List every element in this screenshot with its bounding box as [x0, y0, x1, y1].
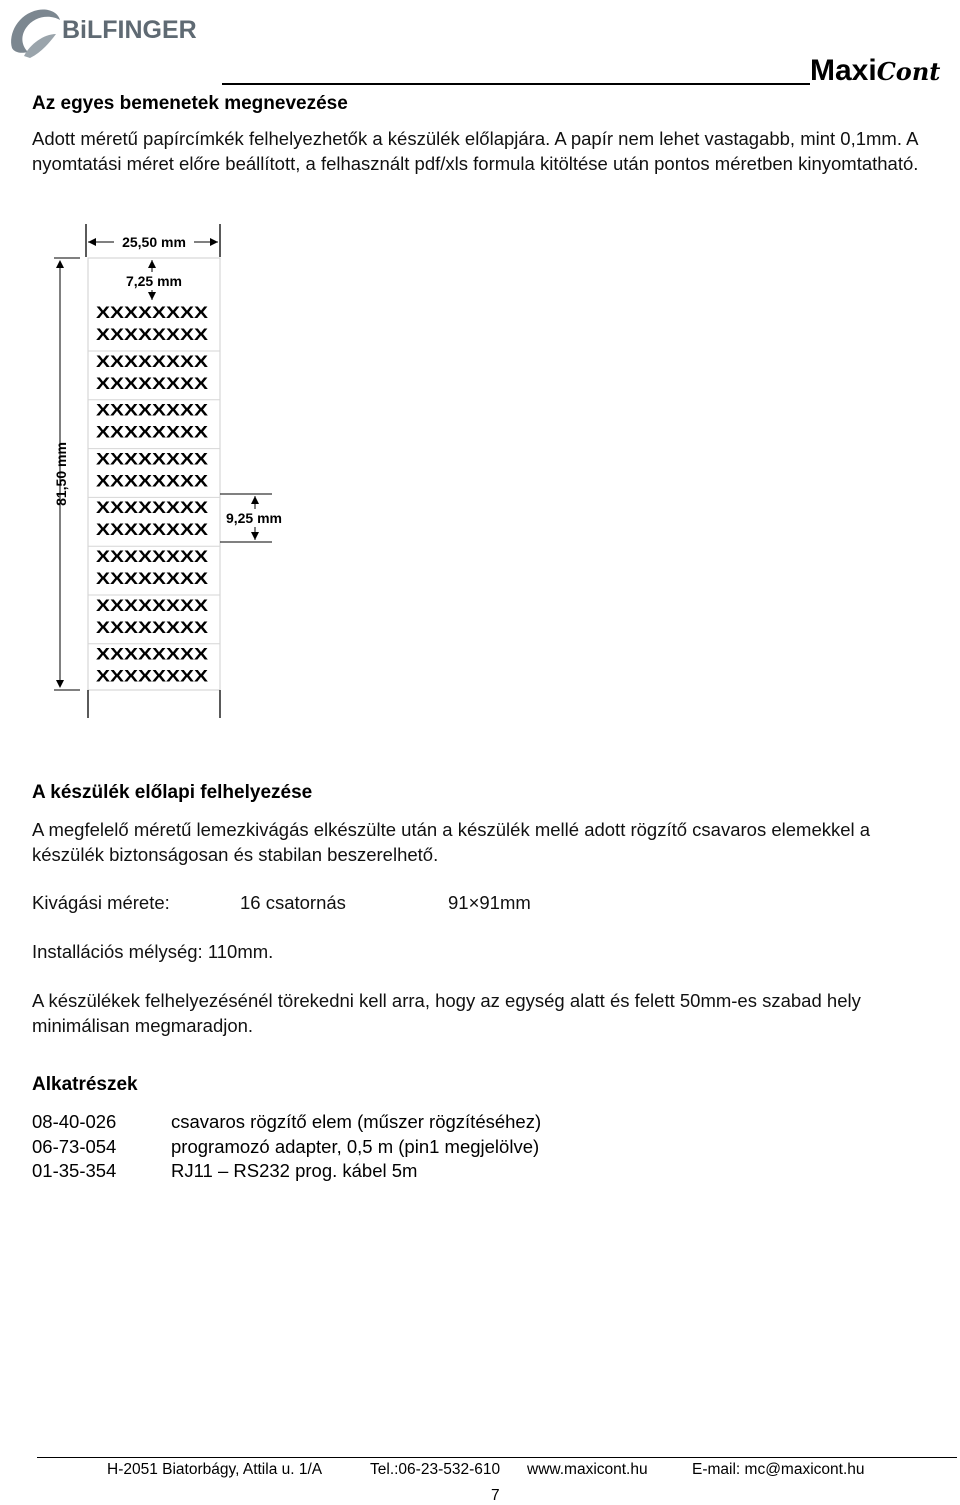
header-rule [222, 83, 810, 85]
brand-main: Maxi [810, 54, 877, 87]
footer-rule [37, 1457, 957, 1458]
label-cell-text: XXXXXXXX [96, 498, 209, 518]
installation-depth: Installációs mélység: 110mm. [32, 941, 274, 962]
dim-height-label: 81,50 mm [53, 442, 69, 506]
parts-title: Alkatrészek [32, 1074, 138, 1095]
part-description: RJ11 – RS232 prog. kábel 5m [171, 1160, 418, 1181]
section-text-inputs: Adott méretű papírcímkék felhelyezhetők a készülék előlapjára. A papír nem lehet vastagabb, mint 0,1mm. A nyomtatási méret előre beállított, a felhasznált pdf/xls formula kitöltése után pontos méretben kinyomtatható. [32, 128, 919, 174]
dim-pitch-label: 9,25 mm [225, 510, 283, 526]
dim-margin-arrow-bottom [148, 292, 156, 300]
parts-list-item [32, 1110, 541, 1135]
parts-list-item [32, 1159, 541, 1184]
footer-address: H-2051 Biatorbágy, Attila u. 1/A [107, 1461, 323, 1478]
footer-website: www.maxicont.hu [527, 1461, 648, 1478]
parts-list [32, 1110, 541, 1184]
label-cell-text: XXXXXXXX [96, 666, 209, 686]
dim-arrow-right [210, 238, 218, 246]
section-title-inputs: Az egyes bemenetek megnevezése [32, 93, 348, 114]
cutout-label: Kivágási mérete: [32, 892, 170, 913]
label-cell-text: XXXXXXXX [96, 373, 209, 393]
label-cell-text: XXXXXXXX [96, 351, 209, 371]
part-description: csavaros rögzítő elem (műszer rögzítéséhez) [171, 1111, 542, 1132]
company-logo-text: BiLFINGER [62, 16, 197, 44]
label-cell-text: XXXXXXXX [96, 325, 209, 344]
page-number: 7 [491, 1487, 500, 1504]
label-cell-text: XXXXXXXX [96, 471, 209, 491]
label-cell-text: XXXXXXXX [96, 547, 209, 566]
section-title-mounting: A készülék előlapi felhelyezése [32, 782, 313, 803]
footer-phone: Tel.:06-23-532-610 [370, 1461, 501, 1478]
dim-arrow-left [88, 238, 96, 246]
label-cell-text: XXXXXXXX [96, 400, 209, 420]
brand-italic: Cont [876, 57, 941, 86]
label-cell-text: XXXXXXXX [96, 569, 209, 588]
dim-width-label: 25,50 mm [122, 234, 186, 250]
brand-wordmark [810, 54, 940, 88]
label-cell-text: XXXXXXXX [96, 303, 209, 322]
part-code: 06-73-054 [32, 1135, 117, 1157]
dim-margin-arrow-top [148, 260, 156, 268]
label-cell-text: XXXXXXXX [96, 595, 209, 615]
label-cell-text: XXXXXXXX [96, 617, 209, 637]
part-code: 08-40-026 [32, 1111, 117, 1132]
label-cell-text: XXXXXXXX [96, 520, 209, 540]
label-cell-text: XXXXXXXX [96, 422, 209, 442]
dim-margin-label: 7,25 mm [125, 273, 183, 289]
label-dimension-diagram [40, 222, 300, 722]
part-description: programozó adapter, 0,5 m (pin1 megjelölve) [171, 1135, 540, 1157]
spacing-note: A készülékek felhelyezésénél törekedni kell arra, hogy az egység alatt és felett 50mm-es szabad hely minimálisan megmaradjon. [32, 990, 861, 1036]
cutout-size: 91×91mm [448, 892, 531, 913]
parts-list-item [32, 1135, 541, 1160]
label-cell-text: XXXXXXXX [96, 449, 209, 469]
section-text-mounting: A megfelelő méretű lemezkivágás elkészülte után a készülék mellé adott rögzítő csavaros elemekkel a készülék biztonságosan és stabilan beszerelhető. [32, 819, 871, 865]
footer-email: E-mail: mc@maxicont.hu [692, 1461, 865, 1478]
cutout-channels: 16 csatornás [240, 892, 346, 913]
part-code: 01-35-354 [32, 1160, 117, 1181]
bilfinger-logo-icon [4, 4, 64, 64]
label-cell-text: XXXXXXXX [96, 644, 209, 664]
